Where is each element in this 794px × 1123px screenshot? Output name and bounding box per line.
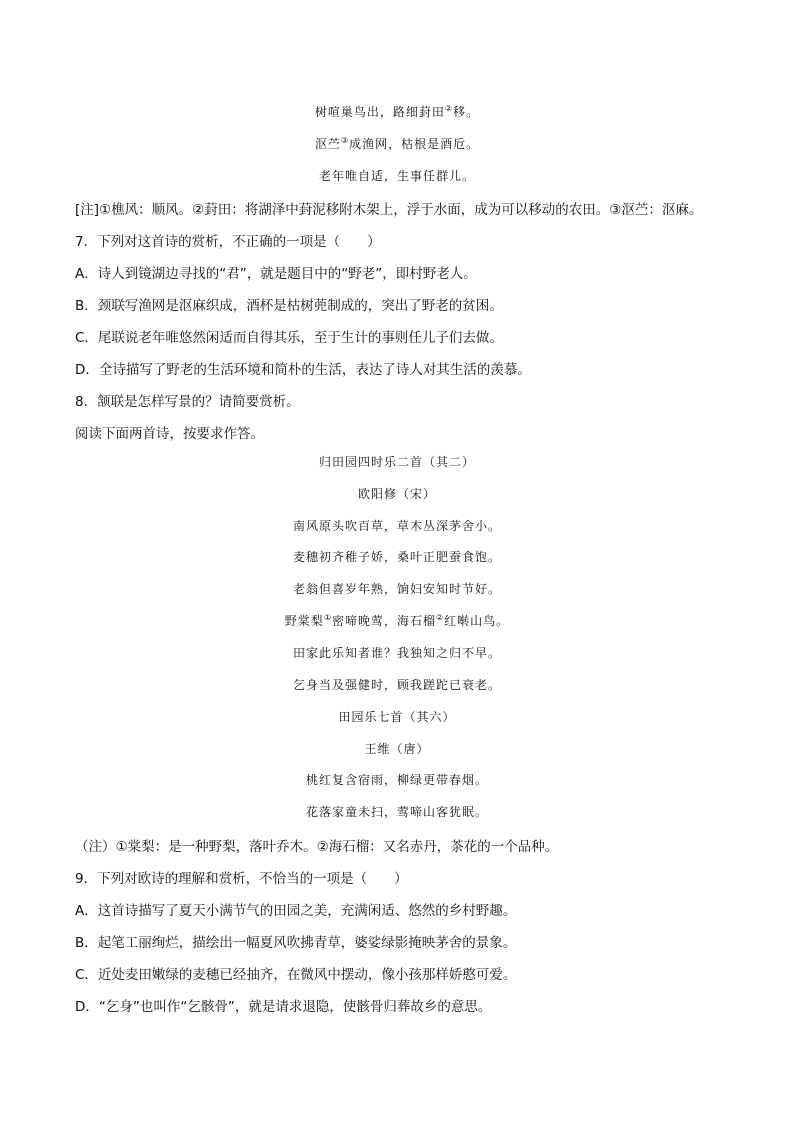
poem2-line-4: 野棠梨①密啼晚莺，海石榴②红啭山鸟。 [284, 613, 510, 628]
question-9-option-b: B．起笔工丽绚烂，描绘出一幅夏风吹拂青草，婆娑绿影掩映茅舍的景象。 [75, 935, 517, 951]
poem3-line-1: 桃红复含宿雨，柳绿更带春烟。 [305, 773, 488, 787]
question-9-option-d: D．“乞身”也叫作“乞骸骨”，就是请求退隐，使骸骨归葬故乡的意思。 [75, 999, 492, 1015]
footnote-marker: ② [444, 104, 454, 113]
footnote-marker: ③ [340, 136, 350, 145]
poem2-line-3: 老翁但喜岁年熟，饷妇安知时节好。 [292, 582, 501, 596]
question-9-option-a: A．这首诗描写了夏天小满节气的田园之美，充满闲适、悠然的乡村野趣。 [75, 903, 517, 919]
question-9-stem: 9．下列对欧诗的理解和赏析，不恰当的一项是（ ） [75, 871, 408, 887]
poem2-line-5: 田家此乐知者谁？我独知之归不早。 [292, 646, 501, 660]
question-7-option-c: C．尾联说老年唯悠然闲适而自得其乐，至于生计的事则任儿子们去做。 [75, 330, 503, 346]
reading-instruction: 阅读下面两首诗，按要求作答。 [75, 426, 264, 442]
note-1: [注]①樵风：顺风。②葑田：将湖泽中葑泥移附木架上，浮于水面，成为可以移动的农田。③沤苎：沤麻。 [75, 202, 703, 218]
footnote-marker: ② [436, 613, 445, 622]
poem2-title: 归田园四时乐二首（其二） [318, 455, 475, 469]
poem2-line-1: 南风原头吹百草，草木丛深茅舍小。 [292, 519, 501, 533]
poem2-line-6: 乞身当及强健时，顾我蹉跎已衰老。 [292, 678, 501, 692]
question-7-stem: 7．下列对这首诗的赏析，不正确的一项是（ ） [75, 234, 381, 250]
poem3-author: 王维（唐） [364, 742, 430, 756]
question-9-option-c: C．近处麦田嫩绿的麦穗已经抽齐，在微风中摆动，像小孩那样娇憨可爱。 [75, 967, 517, 983]
poem2-author: 欧阳修（宋） [357, 487, 436, 501]
poem1-line-3: 老年唯自适，生事任群儿。 [318, 169, 475, 183]
note-2: （注）①棠梨：是一种野梨，落叶乔木。②海石榴：又名赤丹，茶花的一个品种。 [75, 839, 559, 855]
question-7-option-b: B．颈联写渔网是沤麻织成，酒杯是枯树蔸制成的，突出了野老的贫困。 [75, 298, 503, 314]
poem1-line-2: 沤苎③成渔网，枯根是酒卮。 [314, 136, 480, 151]
poem1-line-1: 树喧巢鸟出，路细葑田②移。 [314, 104, 480, 119]
footnote-marker: ① [323, 613, 332, 622]
question-8: 8．颔联是怎样写景的？请简要赏析。 [75, 394, 300, 410]
question-7-option-a: A．诗人到镜湖边寻找的“君”，就是题目中的“野老”，即村野老人。 [75, 266, 477, 282]
poem2-line-2: 麦穗初齐稚子娇，桑叶正肥蚕食饱。 [292, 550, 501, 564]
poem3-title: 田园乐七首（其六） [338, 710, 456, 724]
question-7-option-d: D．全诗描写了野老的生活环境和简朴的生活，表达了诗人对其生活的羡慕。 [75, 362, 531, 378]
poem3-line-2: 花落家童未扫，莺啼山客犹眠。 [305, 805, 488, 819]
